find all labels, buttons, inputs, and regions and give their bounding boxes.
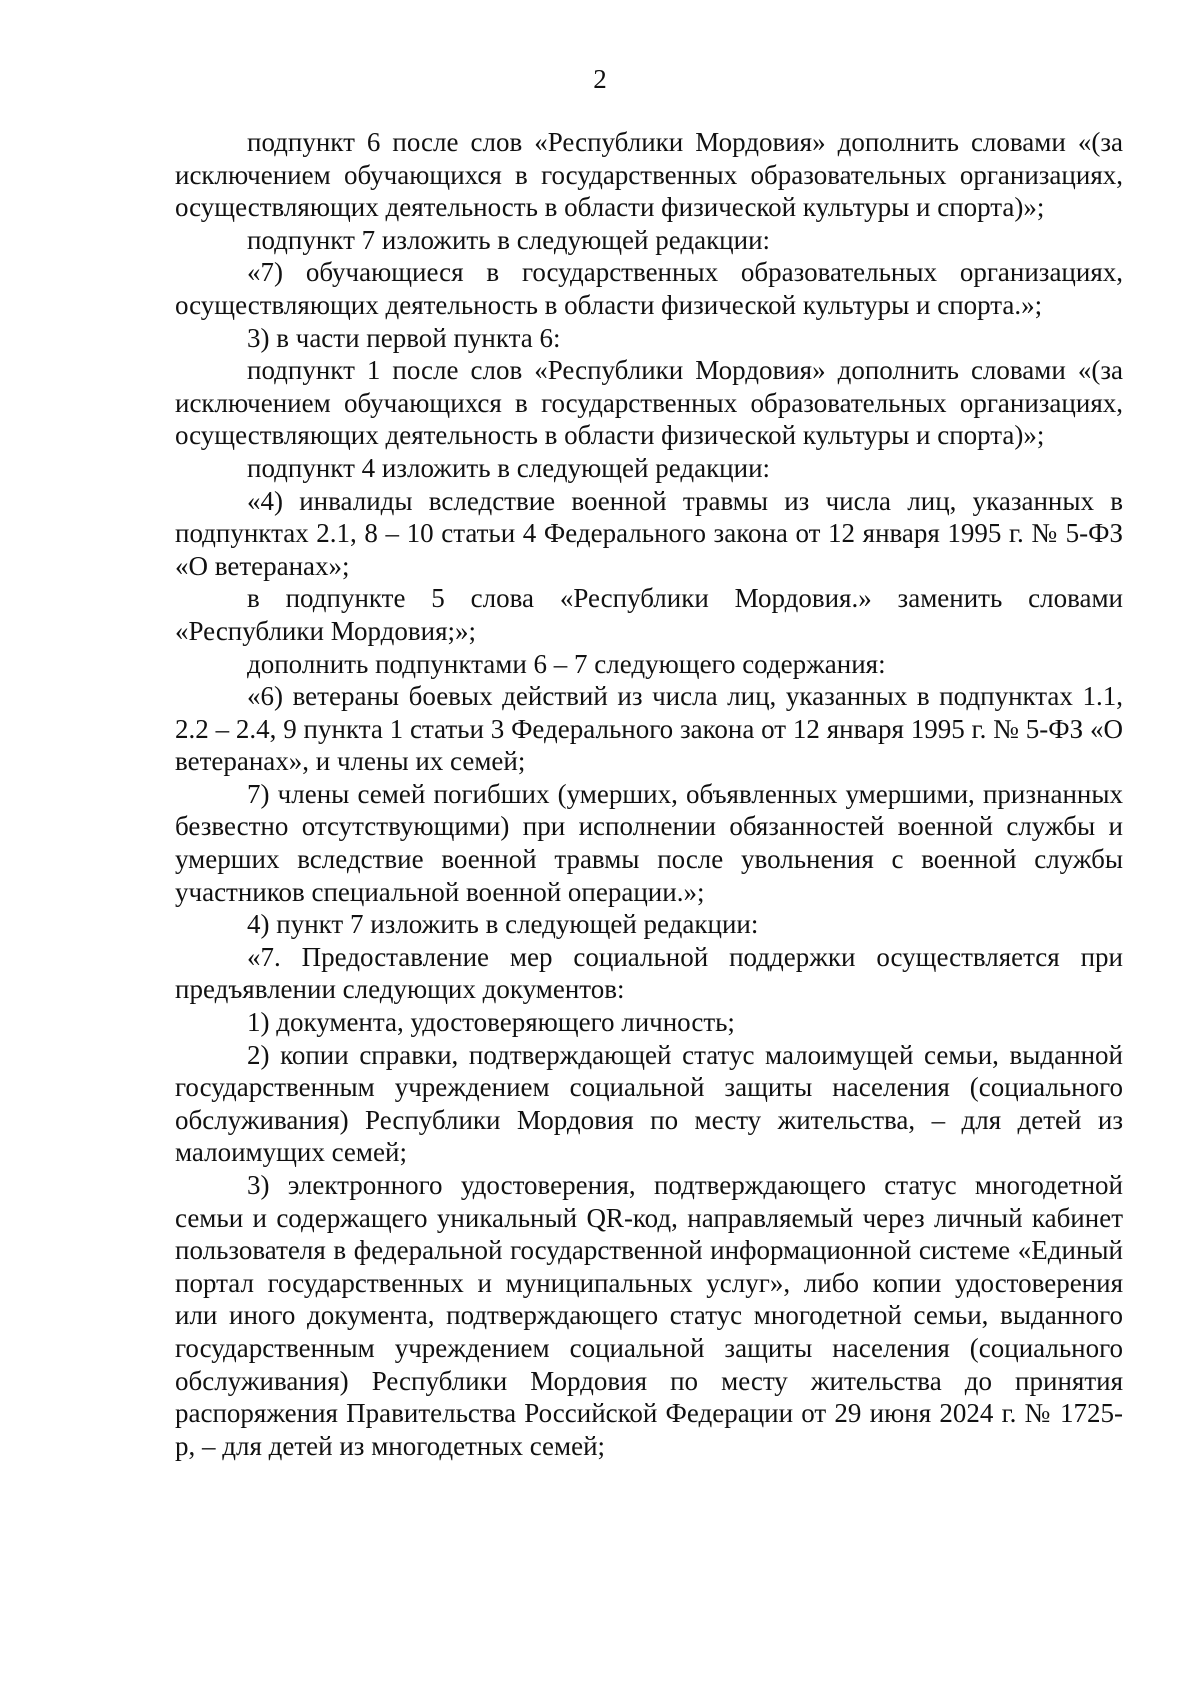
paragraph-item-7-text: «7. Предоставление мер социальной поддержки осуществляется при предъявлении следующих документов:: [175, 941, 1123, 1005]
paragraph-subitem-7-text: «7) обучающиеся в государственных образовательных организациях, осуществляющих деятельность в области физической культуры и спорта.»;: [175, 257, 1123, 320]
paragraph-document-3: 3) электронного удостоверения, подтверждающего статус многодетной семьи и содержащего уникальный QR-код, направляемый через личный кабинет пользователя в федеральной государственной информационной системе «Единый портал государственных и муниципальных услуг», либо копии удостоверения или иного документа, подтверждающего статус многодетной семьи, выданного государственным учреждением социальной защиты населения (социального обслуживания) Республики Мордовия по месту жительства до принятия распоряжения Правительства Российской Федерации от 29 июня 2024 г. № 1725-р, – для детей из многодетных семей;: [175, 1170, 1123, 1461]
paragraph-subitem-5-amendment: в подпункте 5 слова «Республики Мордовия.» заменить словами «Республики Мордовия;»;: [175, 583, 1123, 646]
paragraph-add-subitems-heading: дополнить подпунктами 6 – 7 следующего содержания:: [247, 648, 886, 679]
paragraph-subitem-7-heading: подпункт 7 изложить в следующей редакции:: [247, 224, 771, 255]
paragraph-subitem-7-members: 7) члены семей погибших (умерших, объявленных умершими, признанных безвестно отсутствующими) при исполнении обязанностей военной службы и умерших вследствие военной травмы после увольнения с военной службы участников специальной военной операции.»;: [175, 778, 1123, 907]
paragraph-subitem-6-text: «6) ветераны боевых действий из числа лиц, указанных в подпунктах 1.1, 2.2 – 2.4, 9 пункта 1 статьи 3 Федерального закона от 12 января 1995 г. № 5-ФЗ «О ветеранах», и члены их семей;: [175, 681, 1123, 777]
paragraph-subitem-4-heading: подпункт 4 изложить в следующей редакции:: [247, 452, 771, 483]
paragraph-subitem-6-amendment: подпункт 6 после слов «Республики Мордовия» дополнить словами «(за исключением обучающихся в государственных образовательных организациях, осуществляющих деятельность в области физической культуры и спорта)»;: [175, 127, 1123, 223]
paragraph-document-1: 1) документа, удостоверяющего личность;: [247, 1007, 735, 1038]
document-body: [175, 126, 1123, 1462]
paragraph-subitem-4-text: «4) инвалиды вследствие военной травмы из числа лиц, указанных в подпунктах 2.1, 8 – 10 статьи 4 Федерального закона от 12 января 1995 г. № 5-ФЗ «О ветеранах»;: [175, 485, 1123, 581]
paragraph-document-2: 2) копии справки, подтверждающей статус малоимущей семьи, выданной государственным учреждением социальной защиты населения (социального обслуживания) Республики Мордовия по месту жительства, – для детей из малоимущих семей;: [175, 1039, 1123, 1168]
paragraph-subitem-1-amendment: подпункт 1 после слов «Республики Мордовия» дополнить словами «(за исключением обучающихся в государственных образовательных организациях, осуществляющих деятельность в области физической культуры и спорта)»;: [175, 355, 1123, 451]
paragraph-point-4: 4) пункт 7 изложить в следующей редакции:: [247, 909, 759, 940]
page-number: 2: [593, 64, 607, 94]
paragraph-point-3: 3) в части первой пункта 6:: [247, 322, 561, 353]
